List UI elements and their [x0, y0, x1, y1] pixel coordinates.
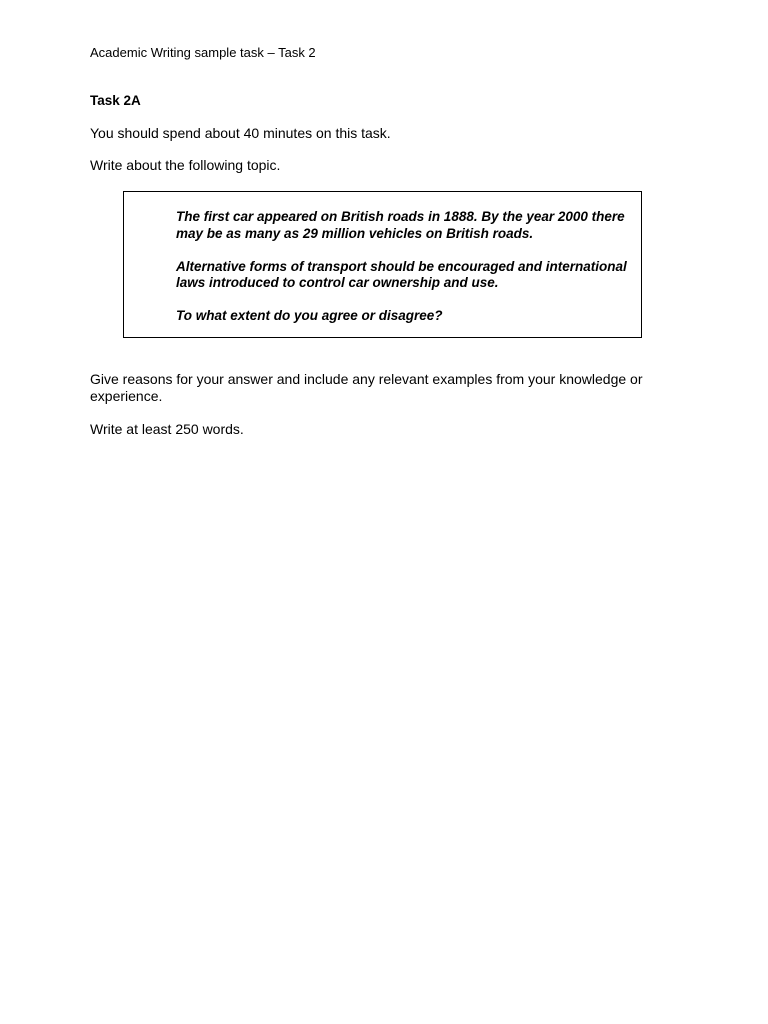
prompt-paragraph-1: The first car appeared on British roads in 1888. By the year 2000 there may be as many as 29 million vehicles on British roads. — [176, 209, 625, 241]
time-instruction: You should spend about 40 minutes on this task. — [90, 125, 391, 141]
reasons-instruction: Give reasons for your answer and include any relevant examples from your knowledge or experience. — [90, 371, 643, 404]
task-title: Task 2A — [90, 93, 141, 108]
word-count-instruction: Write at least 250 words. — [90, 421, 244, 437]
page-header: Academic Writing sample task – Task 2 — [90, 45, 316, 60]
prompt-box — [123, 191, 642, 338]
prompt-question: To what extent do you agree or disagree? — [176, 308, 443, 323]
topic-instruction: Write about the following topic. — [90, 157, 281, 173]
prompt-content — [176, 209, 638, 325]
prompt-paragraph-2: Alternative forms of transport should be encouraged and international laws introduced to control car ownership and use. — [176, 258, 627, 290]
